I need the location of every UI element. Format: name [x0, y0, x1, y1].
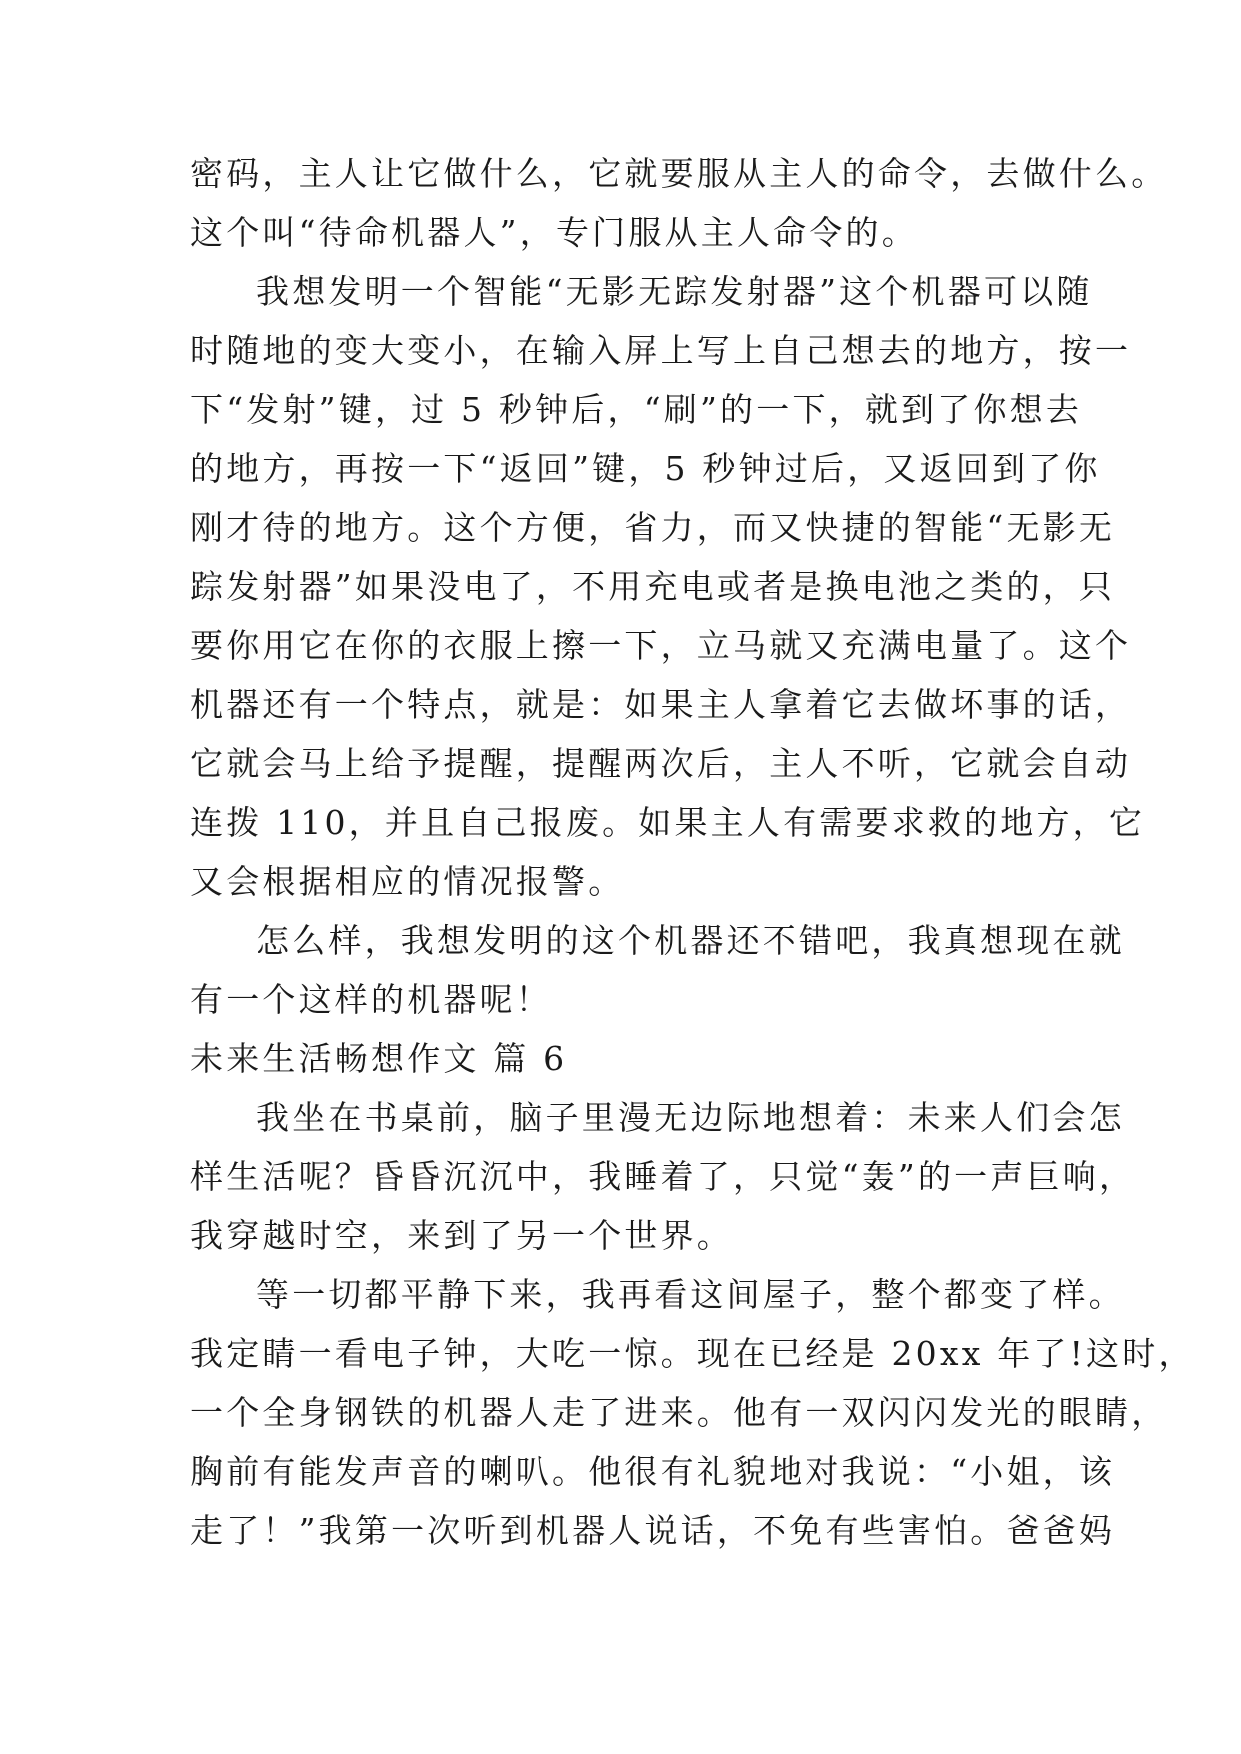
paragraph-start-line: 等一切都平静下来，我再看这间屋子，整个都变了样。	[256, 1275, 1125, 1314]
text-line: 踪发射器”如果没电了，不用充电或者是换电池之类的，只	[190, 567, 1116, 606]
text-line: 走了！”我第一次听到机器人说话，不免有些害怕。爸爸妈	[190, 1511, 1116, 1550]
text-line: 刚才待的地方。这个方便，省力，而又快捷的智能“无影无	[190, 508, 1116, 547]
text-line: 我穿越时空，来到了另一个世界。	[190, 1216, 733, 1255]
paragraph-start-line: 我坐在书桌前，脑子里漫无边际地想着：未来人们会怎	[256, 1098, 1125, 1137]
text-line: 的地方，再按一下“返回”键，5 秒钟过后，又返回到了你	[190, 449, 1101, 488]
text-line: 时随地的变大变小，在输入屏上写上自己想去的地方，按一	[190, 331, 1132, 370]
text-line: 下“发射”键，过 5 秒钟后，“刷”的一下，就到了你想去	[190, 390, 1083, 429]
section-heading: 未来生活畅想作文 篇 6	[190, 1039, 568, 1078]
paragraph-start-line: 我想发明一个智能“无影无踪发射器”这个机器可以随	[256, 272, 1093, 311]
text-line: 它就会马上给予提醒，提醒两次后，主人不听，它就会自动	[190, 744, 1132, 783]
text-line: 我定睛一看电子钟，大吃一惊。现在已经是 20xx 年了!这时，	[190, 1334, 1195, 1373]
text-line: 一个全身钢铁的机器人走了进来。他有一双闪闪发光的眼睛，	[190, 1393, 1168, 1432]
text-line: 密码，主人让它做什么，它就要服从主人的命令，去做什么。	[190, 154, 1168, 193]
paragraph-start-line: 怎么样，我想发明的这个机器还不错吧，我真想现在就	[256, 921, 1125, 960]
text-line: 有一个这样的机器呢！	[190, 980, 552, 1019]
text-line: 连拨 110，并且自己报废。如果主人有需要求救的地方，它	[190, 803, 1146, 842]
text-line: 要你用它在你的衣服上擦一下，立马就又充满电量了。这个	[190, 626, 1132, 665]
text-line: 胸前有能发声音的喇叭。他很有礼貌地对我说：“小姐，该	[190, 1452, 1116, 1491]
text-line: 机器还有一个特点，就是：如果主人拿着它去做坏事的话，	[190, 685, 1132, 724]
text-line: 又会根据相应的情况报警。	[190, 862, 625, 901]
text-line: 样生活呢？昏昏沉沉中，我睡着了，只觉“轰”的一声巨响，	[190, 1157, 1136, 1196]
text-line: 这个叫“待命机器人”，专门服从主人命令的。	[190, 213, 918, 252]
